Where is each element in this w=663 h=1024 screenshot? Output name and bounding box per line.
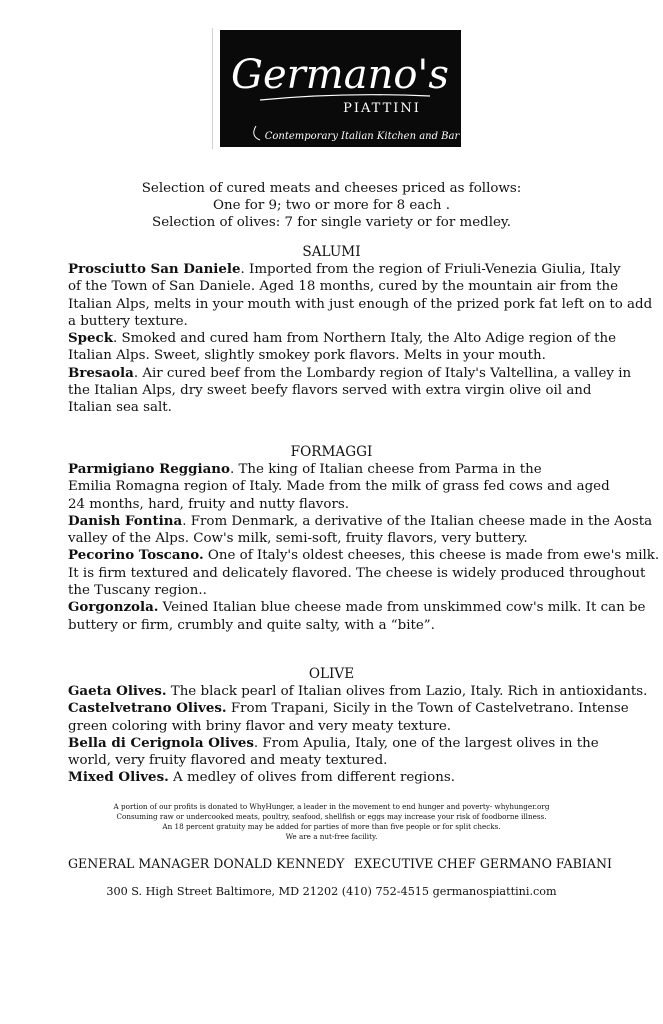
executive-chef: EXECUTIVE CHEF GERMANO FABIANI	[354, 856, 612, 871]
item-desc-line: Emilia Romagna region of Italy. Made from the milk of grass fed cows and aged	[68, 479, 610, 495]
item-desc: A medley of olives from different regions.	[168, 770, 455, 786]
olive-heading: OLIVE	[308, 666, 355, 682]
logo-block	[212, 28, 464, 149]
salumi-heading: SALUMI	[302, 244, 361, 260]
intro-line-3: Selection of olives: 7 for single variety or for medley.	[152, 215, 511, 230]
menu-item-fontina	[68, 513, 659, 530]
item-desc: Veined Italian blue cheese made from unskimmed cow's milk. It can be	[158, 600, 646, 616]
item-name: Castelvetrano Olives.	[68, 700, 227, 717]
fine-print-line-3: An 18 percent gratuity may be added for parties of more than five people or for split checks.	[162, 822, 501, 831]
menu-item-gaeta	[68, 683, 647, 700]
item-desc-line: 24 months, hard, fruity and nutty flavors.	[68, 496, 349, 512]
formaggi-list	[68, 461, 659, 634]
menu-item-pecorino	[68, 547, 659, 564]
logo-sub: PIATTINI	[343, 101, 421, 116]
intro-line-2: One for 9; two or more for 8 each .	[213, 198, 450, 213]
item-desc-line: Italian sea salt.	[68, 400, 172, 416]
item-name: Gorgonzola.	[68, 599, 159, 616]
item-desc: . From Apulia, Italy, one of the largest olives in the	[253, 735, 599, 751]
item-desc: The black pearl of Italian olives from Lazio, Italy. Rich in antioxidants.	[166, 684, 648, 699]
intro-line-1: Selection of cured meats and cheeses priced as follows:	[141, 181, 522, 196]
menu-item-speck	[68, 330, 652, 347]
menu-item-mixed-olives	[68, 769, 647, 786]
item-desc-line: the Italian Alps, dry sweet beefy flavors served with extra virgin olive oil and	[68, 383, 592, 399]
salumi-list	[68, 261, 652, 417]
item-name: Gaeta Olives.	[68, 683, 167, 699]
item-desc-line: a buttery texture.	[68, 313, 188, 329]
item-desc-line: green coloring with briny flavor and very meaty texture.	[68, 718, 452, 734]
item-desc: One of Italy's oldest cheeses, this cheese is made from ewe's milk.	[203, 548, 660, 564]
menu-item-gorgonzola	[68, 599, 659, 616]
menu-item-bresaola	[68, 365, 652, 382]
item-desc-line: the Tuscany region..	[68, 583, 207, 599]
item-desc-line: buttery or firm, crumbly and quite salty, with a “bite”.	[68, 617, 435, 633]
item-name: Mixed Olives.	[68, 769, 169, 786]
formaggi-heading: FORMAGGI	[290, 444, 373, 460]
menu-item-cerignola	[68, 735, 647, 752]
item-name: Danish Fontina	[68, 512, 183, 529]
item-name: Pecorino Toscano.	[68, 547, 204, 564]
logo-divider	[212, 28, 213, 149]
menu-item-castelvetrano	[68, 700, 647, 717]
logo-tagline: Contemporary Italian Kitchen and Bar	[264, 131, 460, 142]
item-desc-line: of the Town of San Daniele. Aged 18 months, cured by the mountain air from the	[68, 279, 619, 295]
item-desc: . From Denmark, a derivative of the Italian cheese made in the Aosta	[182, 513, 653, 529]
address-line: 300 S. High Street Baltimore, MD 21202 (410) 752-4515 germanospiattini.com	[106, 885, 557, 898]
item-name: Bresaola	[68, 364, 134, 381]
item-name: Parmigiano Reggiano	[68, 461, 230, 477]
restaurant-logo	[220, 30, 461, 147]
item-desc: . Imported from the region of Friuli-Venezia Giulia, Italy	[240, 262, 621, 277]
menu-item-prosciutto	[68, 261, 652, 278]
item-name: Prosciutto San Daniele	[68, 261, 241, 277]
olive-list	[68, 683, 647, 787]
item-desc-line: valley of the Alps. Cow's milk, semi-soft, fruity flavors, very buttery.	[68, 531, 528, 547]
item-name: Bella di Cerignola Olives	[68, 734, 254, 751]
item-desc: From Trapani, Sicily in the Town of Castelvetrano. Intense	[226, 701, 629, 717]
item-desc: . The king of Italian cheese from Parma in the	[229, 462, 542, 477]
item-desc-line: Italian Alps. Sweet, slightly smokey pork flavors. Melts in your mouth.	[68, 348, 546, 364]
general-manager: GENERAL MANAGER DONALD KENNEDY	[68, 856, 345, 871]
item-desc-line: Italian Alps, melts in your mouth with just enough of the prized pork fat left on to add	[68, 296, 653, 312]
fine-print-line-4: We are a nut-free facility.	[285, 832, 378, 841]
menu-item-parmigiano	[68, 461, 659, 478]
item-desc-line: world, very fruity flavored and meaty textured.	[68, 753, 388, 769]
item-name: Speck	[68, 330, 113, 347]
fine-print-line-1: A portion of our profits is donated to WhyHunger, a leader in the movement to end hunger and poverty- whyhunger.org	[113, 802, 550, 811]
logo-name: Germano's	[231, 52, 449, 98]
item-desc: . Air cured beef from the Lombardy region of Italy's Valtellina, a valley in	[133, 365, 632, 381]
item-desc-line: It is firm textured and delicately flavored. The cheese is widely produced throughout	[68, 565, 646, 581]
fine-print-line-2: Consuming raw or undercooked meats, poultry, seafood, shellfish or eggs may increase your risk of foodborne illness.	[116, 812, 547, 821]
item-desc: . Smoked and cured ham from Northern Italy, the Alto Adige region of the	[112, 331, 617, 347]
